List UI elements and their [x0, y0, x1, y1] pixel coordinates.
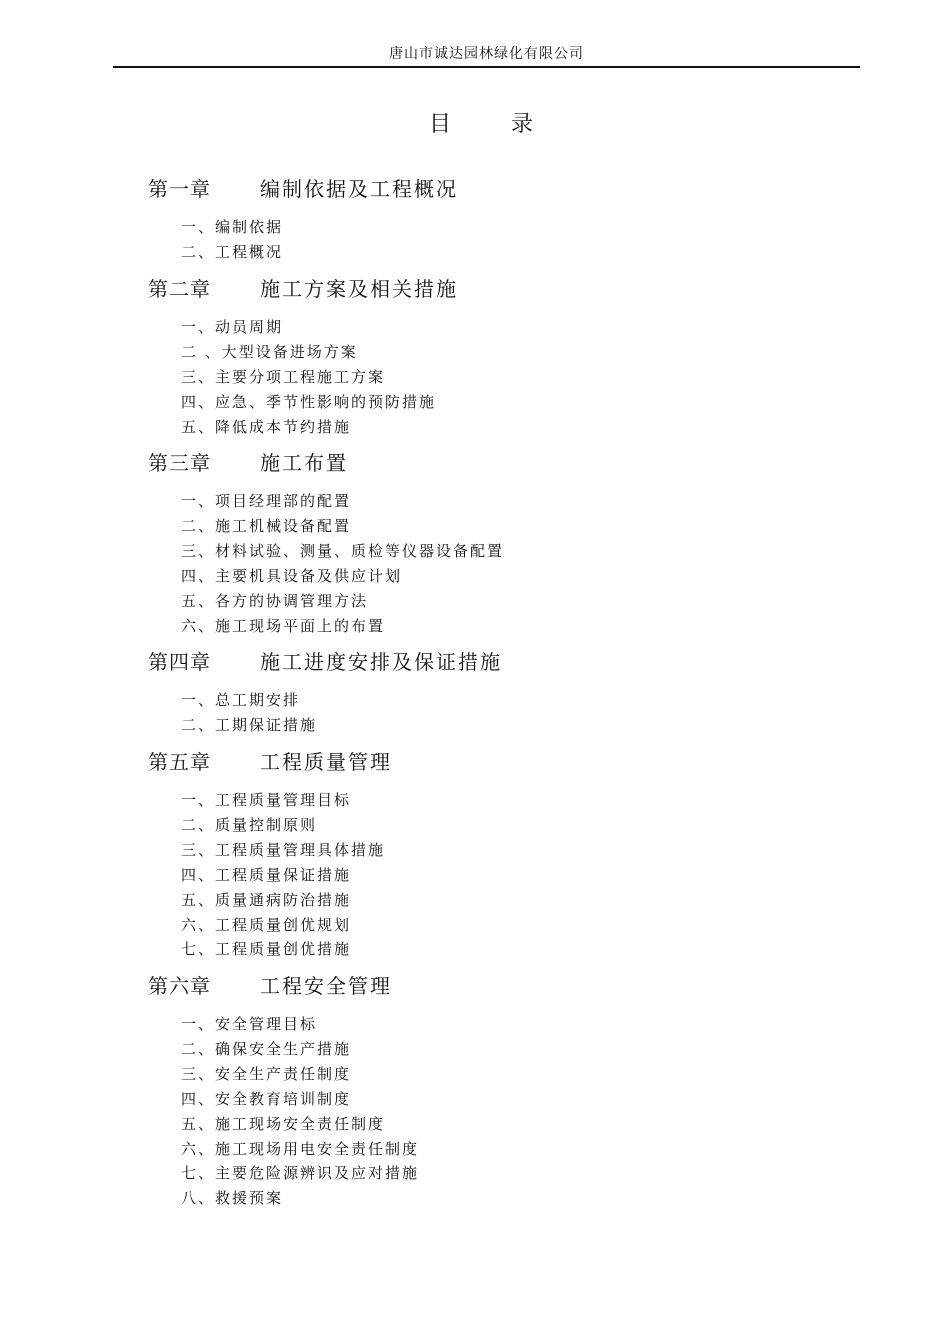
chapter-title: 工程质量管理	[260, 750, 392, 774]
toc-item: 三、主要分项工程施工方案	[181, 367, 386, 386]
chapter-title: 施工布置	[260, 451, 348, 475]
toc-item: 七、工程质量创优措施	[181, 940, 352, 959]
toc-item: 二、质量控制原则	[181, 815, 318, 834]
chapter-title: 工程安全管理	[260, 974, 392, 998]
toc-item: 四、应急、季节性影响的预防措施	[181, 392, 437, 411]
chapter-heading	[148, 972, 392, 1000]
toc-item: 三、安全生产责任制度	[181, 1064, 352, 1083]
chapter-title: 编制依据及工程概况	[260, 177, 458, 201]
chapter-number: 第五章	[148, 750, 211, 774]
toc-item: 一、动员周期	[181, 318, 284, 336]
toc-item: 一、工程质量管理目标	[181, 791, 352, 809]
toc-item: 七、主要危险源辨识及应对措施	[181, 1164, 420, 1183]
page-header: 唐山市诚达园林绿化有限公司	[389, 46, 584, 62]
toc-item: 四、安全教育培训制度	[181, 1089, 352, 1108]
chapter-title: 施工进度安排及保证措施	[260, 650, 502, 674]
toc-item: 五、各方的协调管理方法	[181, 591, 369, 610]
toc-item: 三、工程质量管理具体措施	[181, 840, 386, 859]
toc-item: 五、质量通病防治措施	[181, 890, 352, 909]
toc-item: 六、工程质量创优规划	[181, 915, 352, 934]
toc-item: 二、工期保证措施	[181, 715, 318, 734]
chapter-heading	[148, 275, 458, 303]
toc-item: 六、施工现场用电安全责任制度	[181, 1139, 420, 1158]
chapter-number: 第三章	[148, 451, 211, 475]
toc-item: 二 、大型设备进场方案	[181, 342, 358, 361]
chapter-number: 第四章	[148, 650, 211, 674]
toc-item: 四、主要机具设备及供应计划	[181, 566, 403, 585]
toc-item: 一、安全管理目标	[181, 1015, 318, 1033]
toc-item: 二、确保安全生产措施	[181, 1039, 352, 1058]
toc-title: 目录	[428, 112, 593, 137]
toc-item: 一、项目经理部的配置	[181, 492, 352, 510]
chapter-heading	[148, 449, 348, 477]
toc-item: 二、工程概况	[181, 242, 284, 261]
toc-item: 五、施工现场安全责任制度	[181, 1114, 386, 1133]
chapter-heading	[148, 648, 502, 676]
toc-item: 一、编制依据	[181, 218, 284, 236]
header-rule	[113, 66, 860, 68]
toc-item: 三、材料试验、测量、质检等仪器设备配置	[181, 541, 505, 560]
chapter-number: 第二章	[148, 277, 211, 301]
chapter-heading	[148, 748, 392, 776]
chapter-number: 第六章	[148, 974, 211, 998]
toc-item: 四、工程质量保证措施	[181, 865, 352, 884]
chapter-heading	[148, 175, 458, 203]
chapter-number: 第一章	[148, 177, 211, 201]
toc-item: 一、总工期安排	[181, 691, 301, 709]
toc-item: 八、救援预案	[181, 1189, 284, 1208]
chapter-title: 施工方案及相关措施	[260, 277, 458, 301]
toc-item: 五、降低成本节约措施	[181, 417, 352, 436]
toc-item: 二、施工机械设备配置	[181, 516, 352, 535]
toc-item: 六、施工现场平面上的布置	[181, 616, 386, 635]
